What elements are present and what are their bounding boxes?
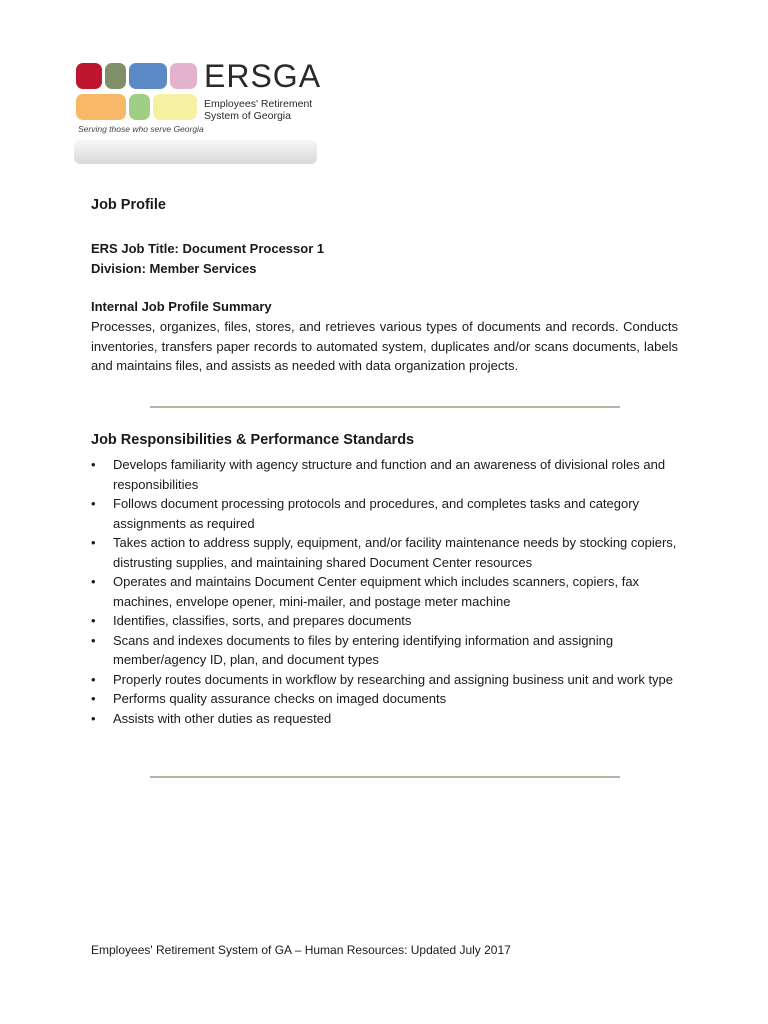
responsibilities-list — [91, 455, 681, 728]
list-item: • Assists with other duties as requested — [91, 709, 681, 729]
divider-top — [150, 406, 620, 408]
list-item: • Scans and indexes documents to files by entering identifying information and assigning member/agency ID, plan, and document types — [91, 631, 681, 670]
job-meta — [91, 239, 324, 278]
list-item: • Properly routes documents in workflow by researching and assigning business unit and work type — [91, 670, 681, 690]
logo-square-orange — [76, 94, 126, 120]
document-title: Job Profile — [91, 197, 166, 213]
ersga-logo — [72, 58, 322, 166]
logo-square-yellow — [153, 94, 197, 120]
logo-square-green — [129, 94, 150, 120]
logo-square-blue — [129, 63, 167, 89]
division: Division: Member Services — [91, 260, 257, 276]
page-footer: Employees' Retirement System of GA – Human Resources: Updated July 2017 — [91, 943, 511, 957]
logo-subtitle: Employees' Retirement System of Georgia — [204, 98, 313, 122]
logo-fade-bar — [74, 140, 317, 164]
responsibilities-heading: Job Responsibilities & Performance Standards — [91, 432, 415, 448]
list-item: • Identifies, classifies, sorts, and prepares documents — [91, 611, 681, 631]
logo-square-red — [76, 63, 102, 89]
logo-square-pink — [170, 63, 197, 89]
list-item: • Operates and maintains Document Center equipment which includes scanners, copiers, fax machines, envelope opener, mini-mailer, and postage meter machine — [91, 572, 681, 611]
logo-wordmark: ERSGA — [204, 58, 322, 94]
summary-heading: Internal Job Profile Summary — [91, 299, 272, 314]
list-item: • Develops familiarity with agency structure and function and an awareness of divisional roles and responsibilities — [91, 455, 681, 494]
list-item: • Performs quality assurance checks on imaged documents — [91, 689, 681, 709]
list-item: • Takes action to address supply, equipment, and/or facility maintenance needs by stocking copiers, distrusting supplies, and maintaining shared Document Center resources — [91, 533, 681, 572]
list-item: • Follows document processing protocols and procedures, and completes tasks and category assignments as required — [91, 494, 681, 533]
logo-square-olive — [105, 63, 126, 89]
divider-bottom — [150, 776, 620, 778]
summary-text: Processes, organizes, files, stores, and retrieves various types of documents and records. Conducts inventories, transfers paper records to automated system, duplicates and/or scans documents, labels and maintains files, and assists as needed with data organization projects. — [91, 319, 678, 373]
job-title: ERS Job Title: Document Processor 1 — [91, 241, 325, 256]
logo-tagline: Serving those who serve Georgia — [78, 124, 204, 134]
